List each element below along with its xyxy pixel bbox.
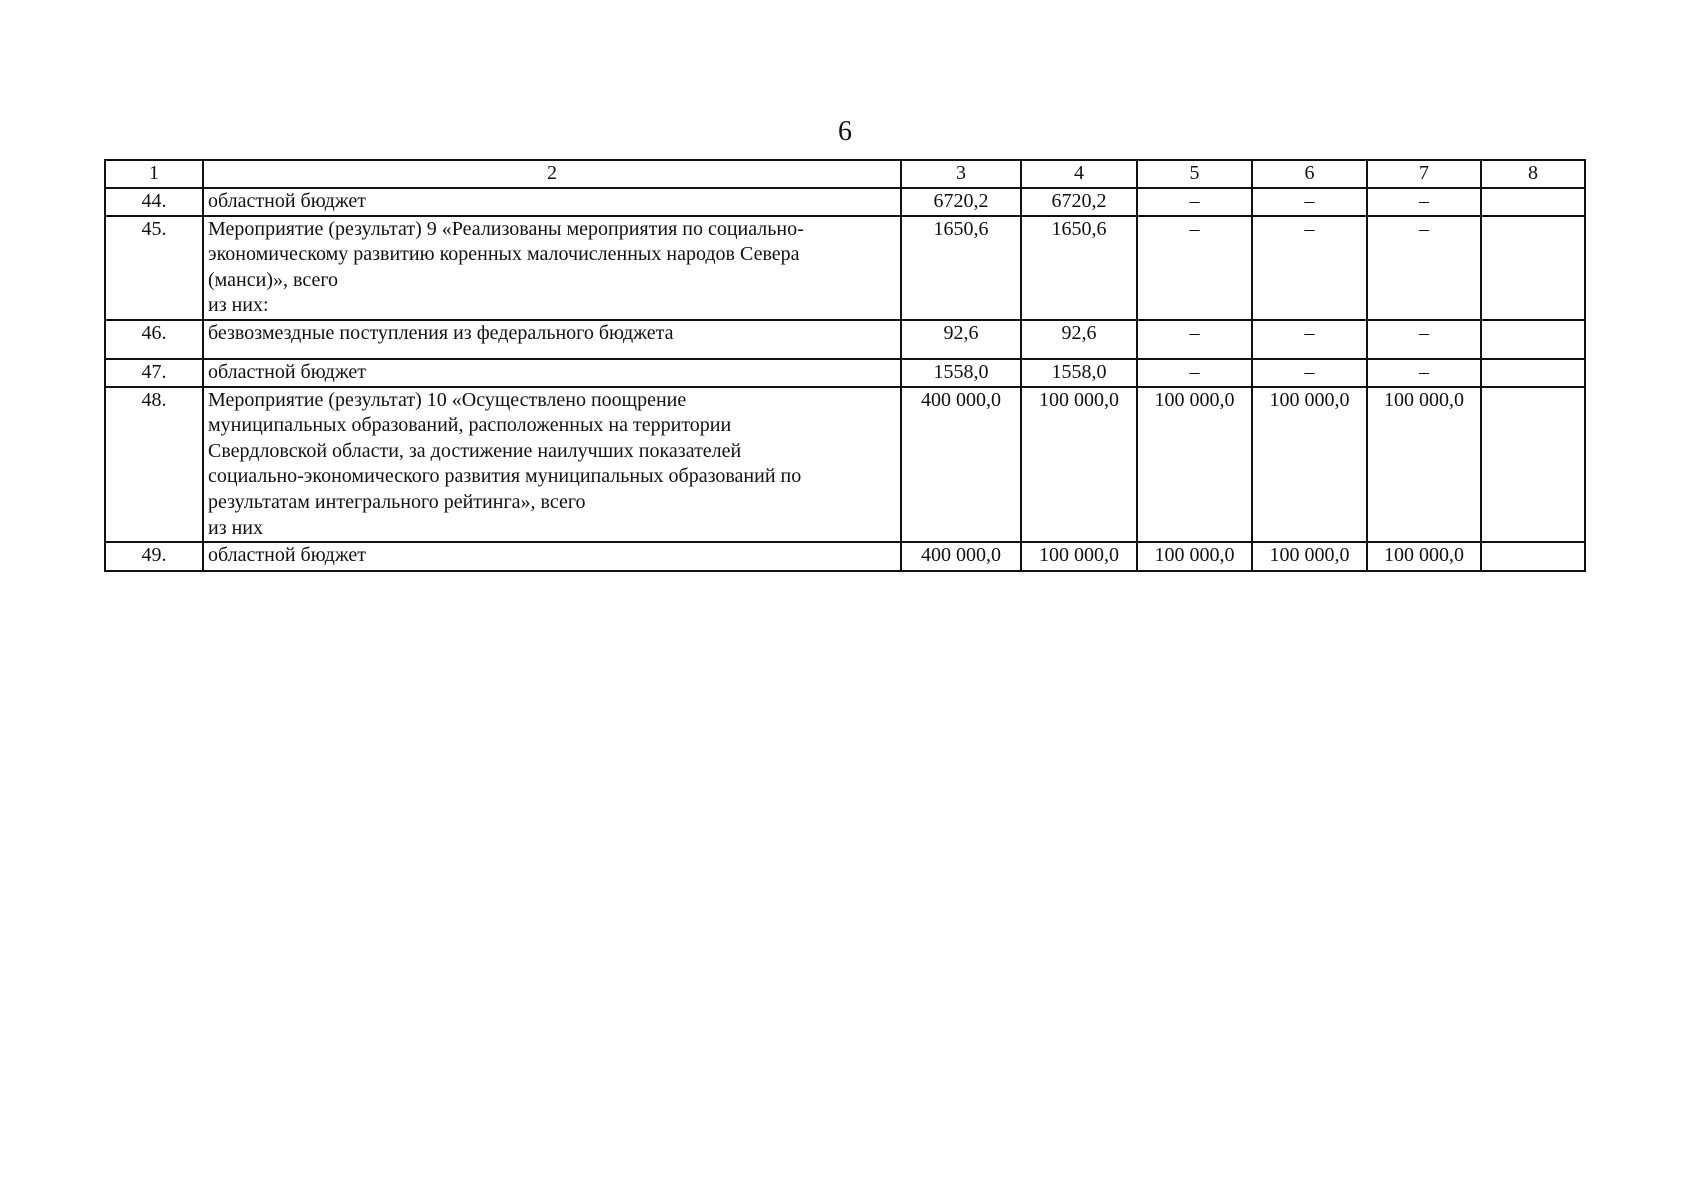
description-line: муниципальных образований, расположенных на территории — [208, 414, 732, 437]
value-cell — [1481, 542, 1585, 571]
value-cell: – — [1252, 359, 1367, 387]
value-cell: – — [1367, 359, 1481, 387]
value-cell: 1558,0 — [901, 359, 1021, 387]
table-row — [105, 542, 1585, 571]
value-cell — [1481, 320, 1585, 359]
value-cell: 100 000,0 — [1137, 542, 1252, 571]
description-line: Свердловской области, за достижение наилучших показателей — [208, 439, 742, 462]
value-cell: – — [1137, 359, 1252, 387]
table-row — [105, 320, 1585, 359]
value-cell: 100 000,0 — [1252, 387, 1367, 543]
value-cell: 400 000,0 — [901, 542, 1021, 571]
value-cell: 100 000,0 — [1021, 387, 1137, 543]
value-cell: – — [1367, 320, 1481, 359]
row-description — [203, 387, 901, 543]
value-cell: 100 000,0 — [1367, 542, 1481, 571]
description-line: результатам интегрального рейтинга», всего — [208, 490, 586, 513]
value-cell: – — [1137, 216, 1252, 320]
value-cell: – — [1367, 188, 1481, 216]
value-cell: 100 000,0 — [1137, 387, 1252, 543]
row-description — [203, 320, 901, 359]
table-row — [105, 216, 1585, 320]
description-line: Мероприятие (результат) 9 «Реализованы мероприятия по социально- — [208, 217, 804, 240]
description-line: Мероприятие (результат) 10 «Осуществлено поощрение — [208, 388, 687, 411]
value-cell: 6720,2 — [901, 188, 1021, 216]
row-number: 47. — [105, 359, 203, 387]
value-cell — [1481, 359, 1585, 387]
header-cell: 7 — [1367, 160, 1481, 188]
row-description — [203, 216, 901, 320]
budget-table — [104, 159, 1586, 572]
description-line: из них — [208, 516, 264, 539]
value-cell — [1481, 216, 1585, 320]
value-cell: 100 000,0 — [1252, 542, 1367, 571]
description-line: (манси)», всего — [208, 268, 339, 291]
row-number: 44. — [105, 188, 203, 216]
value-cell: 92,6 — [901, 320, 1021, 359]
header-cell: 4 — [1021, 160, 1137, 188]
row-description — [203, 542, 901, 571]
description-line: областной бюджет — [208, 190, 367, 212]
value-cell: – — [1137, 320, 1252, 359]
header-row — [105, 160, 1585, 188]
value-cell: 6720,2 — [1021, 188, 1137, 216]
page-number: 6 — [838, 116, 852, 147]
header-cell: 2 — [203, 160, 901, 188]
row-description — [203, 188, 901, 216]
value-cell — [1481, 188, 1585, 216]
row-number: 46. — [105, 320, 203, 359]
header-cell: 8 — [1481, 160, 1585, 188]
value-cell: 92,6 — [1021, 320, 1137, 359]
row-number: 45. — [105, 216, 203, 320]
description-line: безвозмездные поступления из федерального бюджета — [208, 321, 674, 344]
table-row — [105, 387, 1585, 543]
description-line: областной бюджет — [208, 360, 367, 383]
header-cell: 3 — [901, 160, 1021, 188]
value-cell: 100 000,0 — [1367, 387, 1481, 543]
header-cell: 5 — [1137, 160, 1252, 188]
value-cell: 1650,6 — [1021, 216, 1137, 320]
description-line: областной бюджет — [208, 544, 367, 567]
value-cell: 1650,6 — [901, 216, 1021, 320]
value-cell — [1481, 387, 1585, 543]
description-line: экономическому развитию коренных малочисленных народов Севера — [208, 243, 800, 266]
value-cell: 400 000,0 — [901, 387, 1021, 543]
table-row — [105, 359, 1585, 387]
row-number: 48. — [105, 387, 203, 543]
value-cell: – — [1367, 216, 1481, 320]
value-cell: 100 000,0 — [1021, 542, 1137, 571]
value-cell: 1558,0 — [1021, 359, 1137, 387]
description-line: социально-экономического развития муниципальных образований по — [208, 465, 802, 488]
value-cell: – — [1252, 216, 1367, 320]
header-cell: 6 — [1252, 160, 1367, 188]
value-cell: – — [1137, 188, 1252, 216]
description-line: из них: — [208, 294, 269, 317]
value-cell: – — [1252, 320, 1367, 359]
header-cell: 1 — [105, 160, 203, 188]
row-number: 49. — [105, 542, 203, 571]
table-row — [105, 188, 1585, 216]
value-cell: – — [1252, 188, 1367, 216]
row-description — [203, 359, 901, 387]
